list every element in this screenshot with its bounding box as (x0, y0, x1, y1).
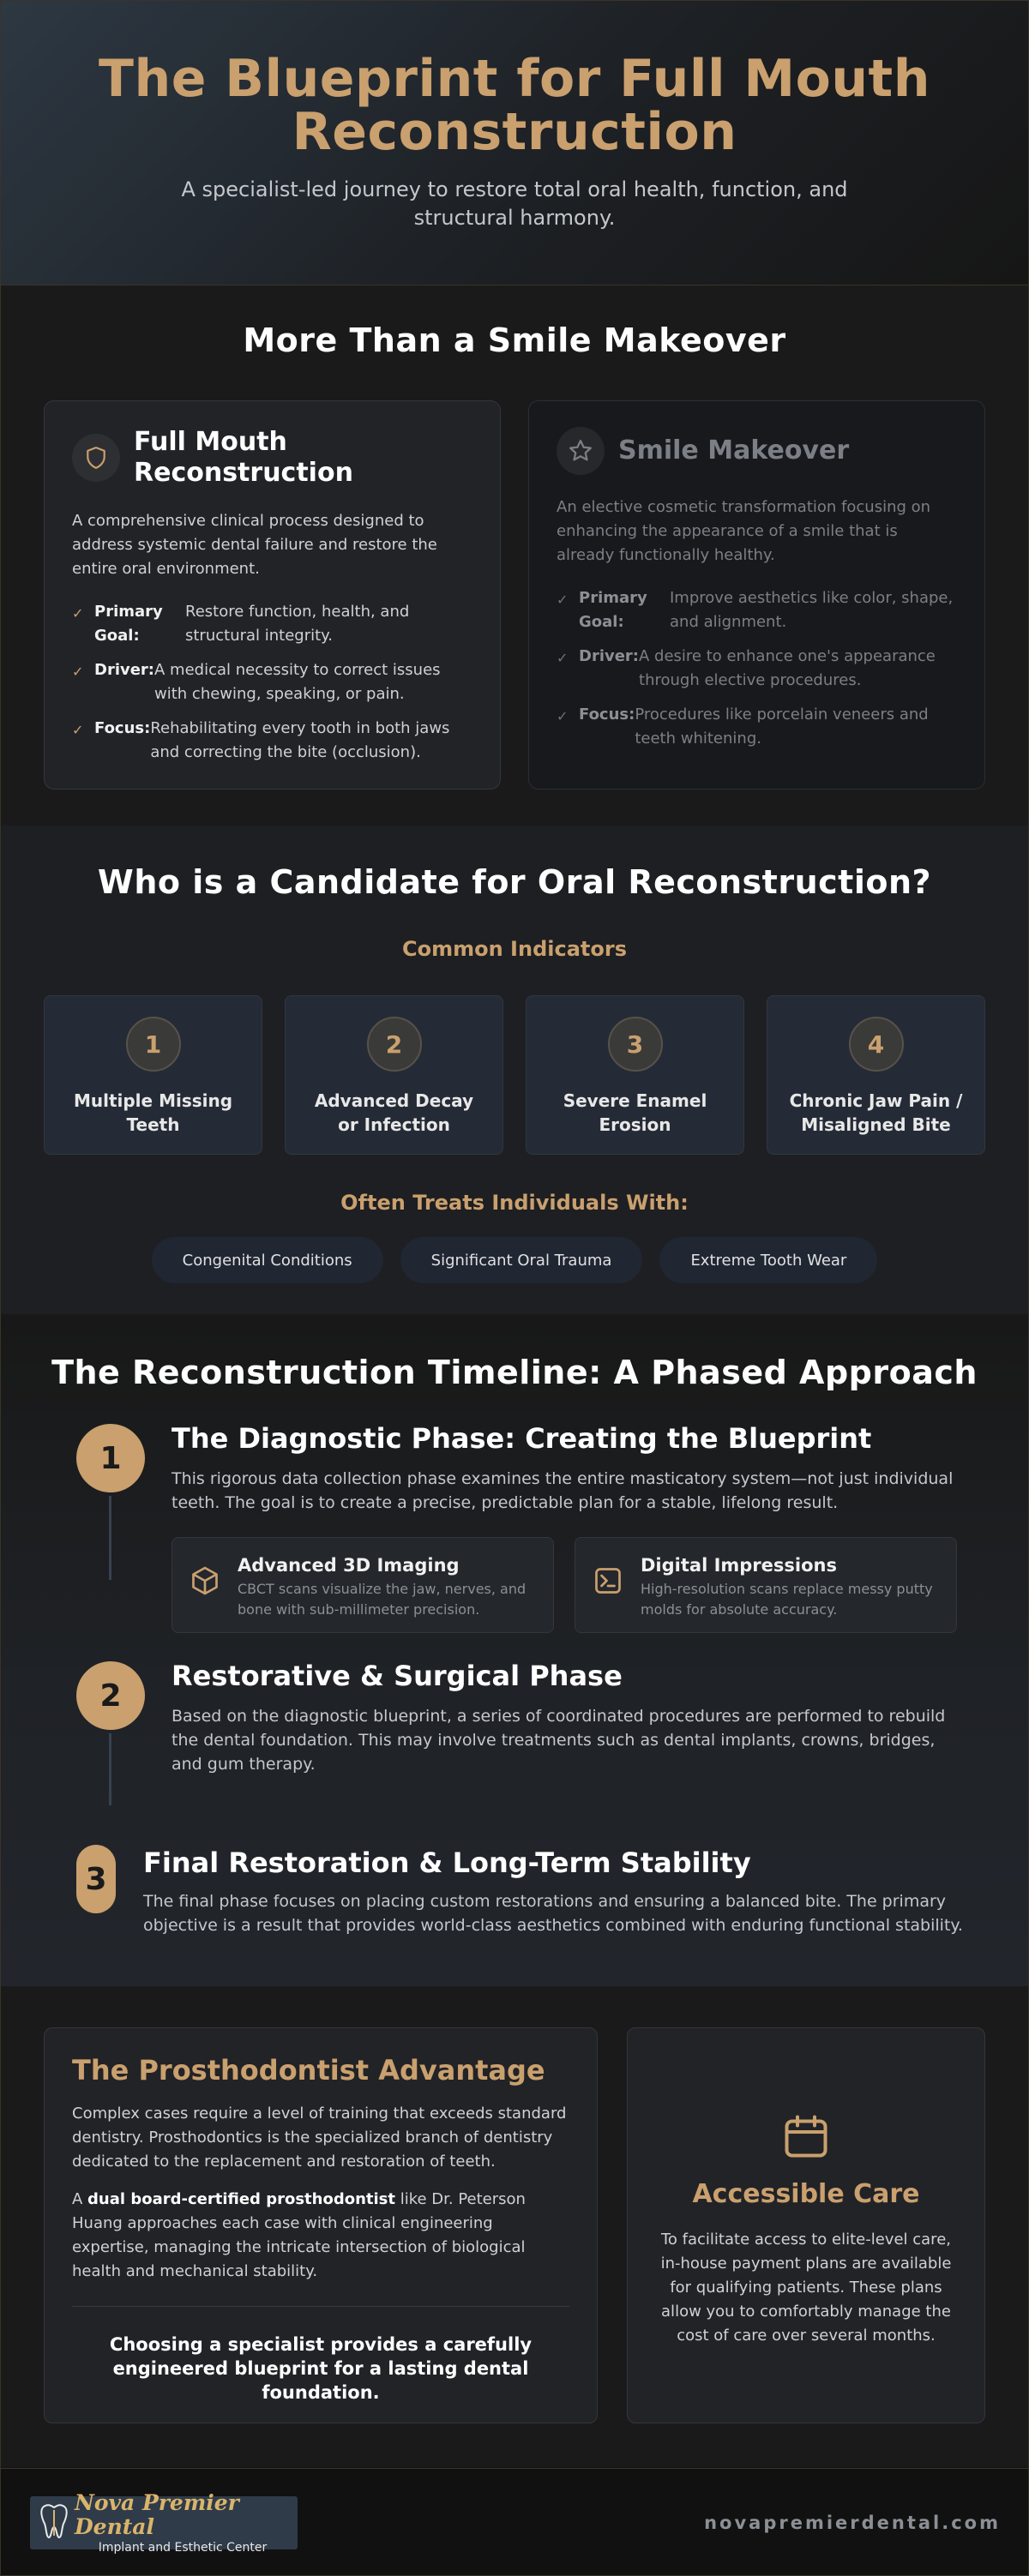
hero-subtitle: A specialist-led journey to restore total oral health, function, and structural harmony. (181, 177, 848, 230)
check-icon: ✓ (557, 708, 569, 724)
phase-title: Final Restoration & Long-Term Stability (143, 1846, 751, 1879)
comparison-title: More Than a Smile Makeover (243, 321, 786, 359)
indicator-card (767, 995, 985, 1155)
advantage-quote: Choosing a specialist provides a carefully engineered blueprint for a lasting dental foundation. (109, 2334, 533, 2403)
list-item: ✓ Driver: A medical necessity to correct issues with chewing, speaking, or pain. (72, 658, 472, 706)
calendar-icon (780, 2149, 832, 2165)
tooth-icon (37, 2501, 75, 2544)
timeline-section (1, 1314, 1028, 1986)
candidate-title: Who is a Candidate for Oral Reconstruction? (97, 863, 932, 901)
indicator-card (526, 995, 744, 1155)
check-icon: ✓ (557, 591, 569, 608)
check-icon: ✓ (72, 605, 84, 621)
smile-makeover-card (528, 400, 985, 790)
accessible-care-card (627, 2027, 985, 2423)
check-icon: ✓ (557, 650, 569, 666)
advantage-title: The Prosthodontist Advantage (72, 2054, 545, 2087)
candidate-section (1, 826, 1028, 1314)
list-item: ✓ Focus: Rehabilitating every tooth in both jaws and correcting the bite (occlusion). (72, 717, 472, 765)
indicator-text: Severe Enamel Erosion (563, 1090, 707, 1135)
list-item: ✓ Driver: A desire to enhance one's appearance through elective procedures. (557, 645, 957, 693)
full-mouth-title: Full Mouth Reconstruction (134, 427, 353, 488)
list-item: ✓ Focus: Procedures like porcelain veneers and teeth whitening. (557, 703, 957, 751)
list-item: ✓ Primary Goal: Restore function, health, and structural integrity. (72, 600, 472, 648)
phase-title: Restorative & Surgical Phase (172, 1660, 623, 1692)
check-icon: ✓ (72, 722, 84, 738)
terminal-icon (593, 1555, 630, 1615)
indicator-card (44, 995, 262, 1155)
full-mouth-card (44, 400, 501, 790)
indicator-number: 2 (367, 1017, 422, 1072)
indicator-text: Multiple Missing Teeth (73, 1090, 233, 1135)
indicator-number: 3 (608, 1017, 663, 1072)
phase-number: 1 (76, 1424, 145, 1492)
advantage-paragraph: Complex cases require a level of training that exceeds standard dentistry. Prosthodontics is the specialized branch of dentistry dedicated to the replacement and restoration of teeth. (72, 2105, 567, 2171)
treats-heading: Often Treats Individuals With: (340, 1191, 689, 1215)
timeline-connector (109, 1733, 111, 1805)
phase-text: The final phase focuses on placing custom restorations and ensuring a balanced bite. The primary objective is a result that provides world-class aesthetics combined with enduring functional stability. (143, 1892, 963, 1935)
condition-pill: Congenital Conditions (152, 1237, 383, 1283)
full-mouth-description: A comprehensive clinical process designed to address systemic dental failure and restore the entire oral environment. (72, 512, 437, 578)
hero-section (1, 1, 1028, 285)
phase-diagnostic (1, 1422, 1028, 1654)
check-icon: ✓ (72, 664, 84, 680)
shield-icon (72, 434, 120, 482)
care-title: Accessible Care (692, 2179, 920, 2209)
care-text: To facilitate access to elite-level care, in-house payment plans are available for qualifying patients. These plans allow you to comfortably manage the cost of care over several months. (660, 2231, 952, 2345)
logo-subtitle: Implant and Esthetic Center (98, 2541, 268, 2555)
impressions-title: Digital Impressions (641, 1555, 837, 1576)
timeline-title: The Reconstruction Timeline: A Phased Approach (51, 1354, 978, 1391)
smile-makeover-description: An elective cosmetic transformation focusing on enhancing the appearance of a smile that is already functionally healthy. (557, 498, 931, 564)
indicator-text: Advanced Decay or Infection (314, 1090, 474, 1135)
star-icon (557, 427, 605, 475)
condition-pill: Extreme Tooth Wear (659, 1237, 877, 1283)
indicators-heading: Common Indicators (402, 937, 627, 961)
phase-text: This rigorous data collection phase examines the entire masticatory system—not just individual teeth. The goal is to create a precise, predictable plan for a stable, lifelong result. (172, 1469, 954, 1512)
website-link[interactable]: novapremierdental.com (704, 2513, 1001, 2533)
phase-final (1, 1845, 1028, 1948)
advantage-section (1, 1986, 1028, 2466)
timeline-connector (109, 1496, 111, 1580)
smile-makeover-title: Smile Makeover (618, 435, 850, 465)
impressions-card (575, 1537, 957, 1633)
indicator-text: Chronic Jaw Pain / Misaligned Bite (789, 1090, 963, 1135)
advantage-paragraph-2: A dual board-certified prosthodontist like Dr. Peterson Huang approaches each case with clinical engineering expertise, managing the intricate intersection of biological health and mechanical stability. (72, 2190, 526, 2280)
logo-name: Nova Premier Dental (75, 2490, 239, 2539)
phase-title: The Diagnostic Phase: Creating the Blueprint (172, 1422, 872, 1455)
phase-number: 2 (76, 1661, 145, 1730)
imaging-title: Advanced 3D Imaging (238, 1555, 460, 1576)
indicator-card (285, 995, 503, 1155)
imaging-card (172, 1537, 554, 1633)
condition-pill: Significant Oral Trauma (400, 1237, 643, 1283)
divider (72, 2306, 569, 2307)
cube-icon (190, 1555, 227, 1615)
list-item: ✓ Primary Goal: Improve aesthetics like color, shape, and alignment. (557, 586, 957, 634)
impressions-text: High-resolution scans replace messy putty molds for absolute accuracy. (641, 1581, 933, 1618)
phase-number: 3 (76, 1845, 116, 1913)
comparison-section (1, 285, 1028, 826)
indicator-number: 4 (849, 1017, 904, 1072)
footer (1, 2468, 1029, 2576)
prosthodontist-card (44, 2027, 598, 2423)
credential-highlight: dual board-certified prosthodontist (87, 2190, 395, 2208)
indicator-number: 1 (126, 1017, 181, 1072)
imaging-text: CBCT scans visualize the jaw, nerves, and bone with sub-millimeter precision. (238, 1581, 527, 1618)
phase-restorative (1, 1660, 1028, 1840)
phase-text: Based on the diagnostic blueprint, a series of coordinated procedures are performed to rebuild the dental foundation. This may involve treatments such as dental implants, crowns, bridges, and gum therapy. (172, 1707, 946, 1774)
logo[interactable] (30, 2490, 298, 2555)
hero-title: The Blueprint for Full Mouth Reconstruction (99, 49, 930, 162)
